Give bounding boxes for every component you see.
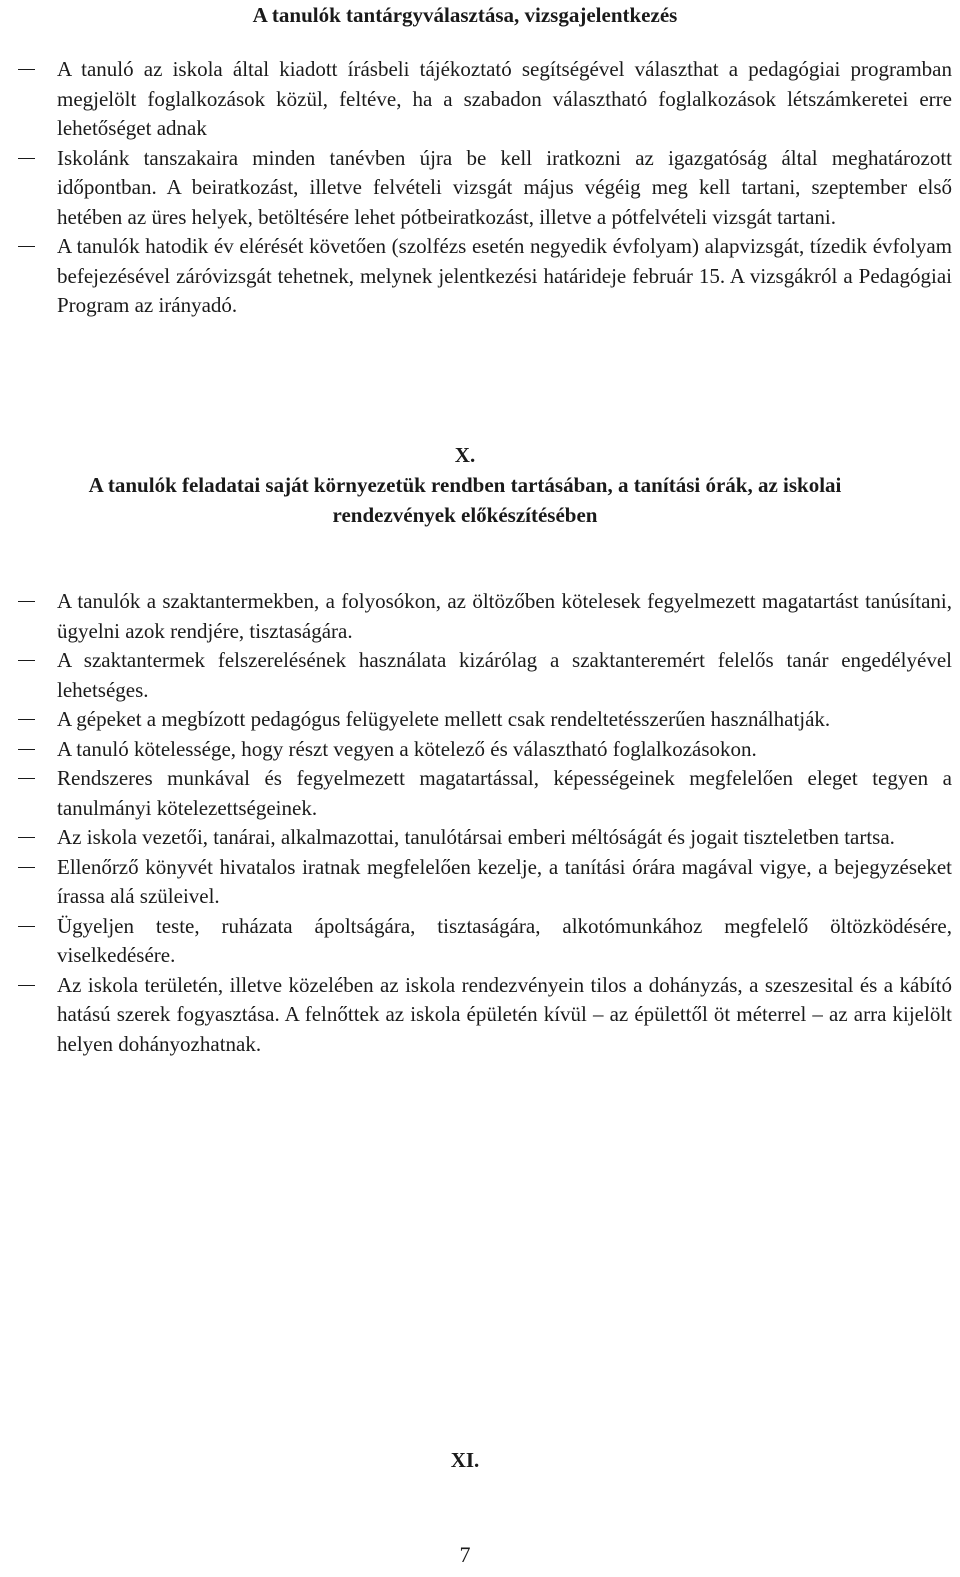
list-item-text: Ellenőrző könyvét hivatalos iratnak megfelelően kezelje, a tanítási órára magával vigye, a bejegyzéseket írassa alá szüleivel. [57, 854, 952, 908]
enrollment-rules-list [0, 55, 952, 321]
section-number: XI. [450, 1448, 480, 1472]
list-item-text: A tanuló kötelessége, hogy részt vegyen a kötelező és választható foglalkozásokon. [57, 736, 757, 761]
list-item [0, 705, 952, 735]
list-item [0, 232, 952, 321]
page-number: 7 [459, 1542, 471, 1567]
student-duties-list [0, 587, 952, 1059]
list-item-text: Az iskola vezetői, tanárai, alkalmazottai, tanulótársai emberi méltóságát és jogait tiszteletben tartsa. [57, 825, 895, 849]
list-item-text: A tanuló az iskola által kiadott írásbeli tájékoztató segítségével választhat a pedagógiai programban megjelölt foglalkozások közül, feltéve, ha a szabadon választható foglalkozások létszámkeretei erre lehetőséget adnak [57, 57, 952, 140]
section-title: A tanulók tantárgyválasztása, vizsgajelentkezés [252, 3, 678, 27]
list-item [0, 853, 952, 912]
list-item-text: A tanulók hatodik év elérését követően (szolfézs esetén negyedik évfolyam) alapvizsgát, tízedik évfolyam befejezésével záróvizsgát tehetnek, melynek jelentkezési határideje február 15. A vizsgákról a Pedagógiai Program az irányadó. [57, 234, 952, 317]
list-item [0, 912, 952, 971]
list-item [0, 55, 952, 144]
dash-bullet-icon [18, 719, 35, 720]
dash-bullet-icon [18, 985, 35, 986]
list-item-text: Az iskola területén, illetve közelében az iskola rendezvényein tilos a dohányzás, a szeszesital és a kábító hatású szerek fogyasztása. A felnőttek az iskola épületén kívül – az épülettől öt méterrel – az arra kijelölt helyen dohányozhatnak. [57, 972, 952, 1056]
list-item-text: A gépeket a megbízott pedagógus felügyelete mellett csak rendeltetésszerűen használhatják. [57, 707, 831, 731]
dash-bullet-icon [18, 158, 35, 159]
dash-bullet-icon [18, 778, 35, 779]
list-item [0, 587, 952, 646]
section-title: A tanulók feladatai saját környezetük rendben tartásában, a tanítási órák, az iskolai [88, 473, 842, 497]
list-item [0, 823, 952, 853]
dash-bullet-icon [18, 69, 35, 70]
dash-bullet-icon [18, 749, 35, 750]
list-item [0, 735, 952, 765]
list-item [0, 144, 952, 233]
dash-bullet-icon [18, 867, 35, 868]
list-item [0, 646, 952, 705]
list-item-text: A tanulók a szaktantermekben, a folyosókon, az öltözőben kötelesek fegyelmezett magatartást tanúsítani, ügyelni azok rendjére, tisztaságára. [57, 589, 952, 643]
dash-bullet-icon [18, 246, 35, 247]
dash-bullet-icon [18, 926, 35, 927]
dash-bullet-icon [18, 837, 35, 838]
dash-bullet-icon [18, 660, 35, 661]
list-item-text: Rendszeres munkával és fegyelmezett magatartással, képességeinek megfelelően eleget tegyen a tanulmányi kötelezettségeinek. [57, 766, 952, 820]
list-item-text: Ügyeljen teste, ruházata ápoltságára, tisztaságára, alkotómunkához megfelelő öltözködésére, viselkedésére. [57, 913, 952, 967]
dash-bullet-icon [18, 601, 35, 602]
section-title-continued: rendezvények előkészítésében [332, 503, 598, 527]
list-item [0, 971, 952, 1060]
list-item-text: Iskolánk tanszakaira minden tanévben újra be kell iratkozni az igazgatóság által meghatározott időpontban. A beiratkozást, illetve felvételi vizsgát május végéig meg kell tartani, szeptember első hetében az üres helyek, betöltésére lehet pótbeiratkozást, illetve a pótfelvételi vizsgát tartani. [57, 145, 952, 229]
list-item-text: A szaktantermek felszerelésének használata kizárólag a szaktanteremért felelős tanár engedélyével lehetséges. [57, 648, 952, 702]
section-number: X. [454, 443, 476, 467]
list-item [0, 764, 952, 823]
